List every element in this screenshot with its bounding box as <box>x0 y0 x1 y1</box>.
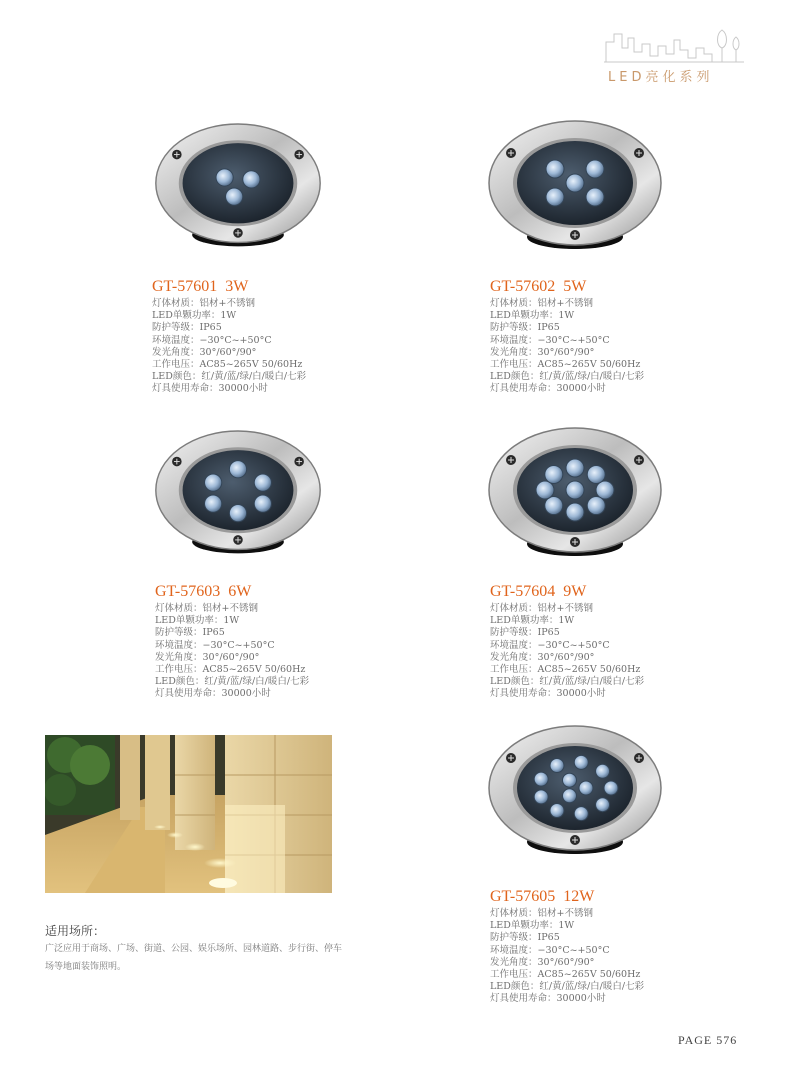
spec-value: 30°/60°/90° <box>537 956 595 968</box>
screw-icon <box>570 230 580 240</box>
spec-value: 红/黄/蓝/绿/白/暖白/七彩 <box>201 371 307 383</box>
spec-row <box>152 310 306 322</box>
model-wattage: 3W <box>225 278 249 295</box>
spec-value: AC85~265V 50/60Hz <box>537 664 641 676</box>
spec-label: 发光角度： <box>152 346 200 358</box>
inground-light-image <box>485 113 665 267</box>
spec-value: AC85~265V 50/60Hz <box>537 359 641 371</box>
spec-value: −30°C~+50°C <box>537 334 610 346</box>
spec-row <box>155 627 309 639</box>
spec-list <box>490 908 644 1006</box>
led-bead <box>566 174 584 192</box>
led-bead <box>536 481 554 499</box>
led-bead <box>254 495 271 512</box>
model-wattage: 6W <box>228 583 252 600</box>
screw-icon <box>506 455 516 465</box>
screw-icon <box>634 455 644 465</box>
led-bead <box>534 772 548 786</box>
spec-value: 铝材+不锈钢 <box>202 603 258 614</box>
page-number-value: 576 <box>716 1033 738 1047</box>
spec-label: 防护等级： <box>152 322 200 334</box>
spec-row <box>155 676 309 688</box>
screw-icon <box>506 753 516 763</box>
spec-label: 工作电压： <box>155 664 203 676</box>
spec-row <box>152 298 306 310</box>
spec-value: 30000小时 <box>556 383 606 395</box>
led-bead <box>534 790 548 804</box>
inground-light-image <box>485 420 665 574</box>
spec-row <box>490 676 644 688</box>
spec-label: LED颜色： <box>152 371 202 383</box>
spec-value: 30°/60°/90° <box>537 651 595 663</box>
spec-value: 红/黄/蓝/绿/白/暖白/七彩 <box>539 371 645 383</box>
spec-row <box>490 322 644 334</box>
inground-light-image <box>152 113 324 267</box>
spec-label: LED单颗功率： <box>490 310 559 322</box>
spec-label: 工作电压： <box>490 664 538 676</box>
spec-row <box>155 652 309 664</box>
spec-value: 30°/60°/90° <box>199 346 257 358</box>
spec-row <box>490 664 644 676</box>
spec-value: 30000小时 <box>221 688 271 700</box>
led-bead <box>216 169 233 186</box>
spec-value: IP65 <box>537 627 560 639</box>
spec-value: 1W <box>558 310 575 322</box>
led-bead <box>254 474 271 491</box>
screw-icon <box>634 148 644 158</box>
spec-label: 灯具使用寿命： <box>152 383 219 395</box>
spec-value: 铝材+不锈钢 <box>537 908 593 919</box>
spec-list <box>490 603 644 701</box>
spec-row <box>152 371 306 383</box>
spec-label: 灯体材质： <box>155 603 203 614</box>
page-number <box>678 1033 737 1048</box>
spec-row <box>490 335 644 347</box>
led-bead <box>596 481 614 499</box>
spec-label: 发光角度： <box>155 651 203 663</box>
spec-label: LED单颗功率： <box>490 615 559 627</box>
spec-label: 灯具使用寿命： <box>490 688 557 700</box>
led-bead <box>566 459 584 477</box>
led-bead <box>574 755 588 769</box>
spec-label: 环境温度： <box>152 334 200 346</box>
model-wattage: 12W <box>563 888 595 905</box>
product-model <box>490 278 586 296</box>
led-bead <box>546 188 564 206</box>
spec-row <box>490 640 644 652</box>
spec-label: 灯体材质： <box>152 298 200 309</box>
spec-label: 防护等级： <box>490 932 538 944</box>
spec-row <box>490 688 644 700</box>
spec-value: −30°C~+50°C <box>199 334 272 346</box>
spec-label: 防护等级： <box>490 322 538 334</box>
screw-icon <box>294 457 304 467</box>
spec-row <box>490 615 644 627</box>
led-bead <box>566 481 584 499</box>
screw-icon <box>233 228 243 238</box>
spec-row <box>152 347 306 359</box>
spec-value: AC85~265V 50/60Hz <box>202 664 306 676</box>
spec-list <box>490 298 644 396</box>
led-bead <box>566 503 584 521</box>
spec-label: 灯具使用寿命： <box>490 383 557 395</box>
model-number: GT-57603 <box>155 583 221 600</box>
product-model <box>155 583 251 601</box>
led-bead <box>243 171 260 188</box>
spec-label: 发光角度： <box>490 651 538 663</box>
led-bead <box>226 188 243 205</box>
spec-row <box>490 932 644 944</box>
spec-row <box>490 298 644 310</box>
spec-row <box>490 383 644 395</box>
spec-row <box>490 969 644 981</box>
led-bead <box>205 474 222 491</box>
spec-value: IP65 <box>202 627 225 639</box>
spec-label: 防护等级： <box>155 627 203 639</box>
spec-label: LED颜色： <box>490 676 540 688</box>
spec-row <box>152 322 306 334</box>
spec-row <box>490 993 644 1005</box>
spec-label: 工作电压： <box>490 969 538 981</box>
spec-value: IP65 <box>199 322 222 334</box>
led-bead <box>563 773 577 787</box>
spec-value: 30000小时 <box>556 993 606 1005</box>
spec-label: LED颜色： <box>490 981 540 993</box>
spec-label: LED单颗功率： <box>490 920 559 932</box>
spec-row <box>490 371 644 383</box>
inground-light-image <box>152 420 324 574</box>
spec-row <box>490 957 644 969</box>
led-bead <box>604 781 618 795</box>
screw-icon <box>634 753 644 763</box>
spec-row <box>152 383 306 395</box>
spec-value: 红/黄/蓝/绿/白/暖白/七彩 <box>539 676 645 688</box>
spec-value: 30°/60°/90° <box>202 651 260 663</box>
spec-label: 环境温度： <box>155 639 203 651</box>
model-wattage: 5W <box>563 278 587 295</box>
spec-value: 1W <box>223 615 240 627</box>
led-bead <box>579 781 593 795</box>
spec-label: 灯体材质： <box>490 603 538 614</box>
spec-label: LED单颗功率： <box>155 615 224 627</box>
spec-value: 1W <box>558 615 575 627</box>
led-bead <box>550 804 564 818</box>
led-bead <box>563 789 577 803</box>
spec-row <box>490 908 644 920</box>
spec-label: 发光角度： <box>490 956 538 968</box>
product-model <box>490 888 594 906</box>
screw-icon <box>294 150 304 160</box>
led-bead <box>586 188 604 206</box>
application-photo <box>45 735 332 893</box>
spec-label: 灯具使用寿命： <box>490 993 557 1005</box>
spec-label: 环境温度： <box>490 944 538 956</box>
brand-header <box>604 28 754 88</box>
led-bead <box>229 461 246 478</box>
spec-label: 工作电压： <box>152 359 200 371</box>
spec-value: 1W <box>220 310 237 322</box>
led-bead <box>205 495 222 512</box>
screw-icon <box>570 537 580 547</box>
model-wattage: 9W <box>563 583 587 600</box>
screw-icon <box>233 535 243 545</box>
model-number: GT-57601 <box>152 278 218 295</box>
product-model <box>152 278 248 296</box>
led-bead <box>587 465 605 483</box>
spec-row <box>152 335 306 347</box>
spec-label: LED单颗功率： <box>152 310 221 322</box>
product-model <box>490 583 586 601</box>
spec-label: LED颜色： <box>155 676 205 688</box>
spec-label: 发光角度： <box>490 346 538 358</box>
spec-value: 铝材+不锈钢 <box>537 603 593 614</box>
spec-row <box>155 640 309 652</box>
led-bead <box>550 758 564 772</box>
model-number: GT-57604 <box>490 583 556 600</box>
spec-value: 红/黄/蓝/绿/白/暖白/七彩 <box>204 676 310 688</box>
series-title: LED亮化系列 <box>608 70 714 85</box>
spec-row <box>155 664 309 676</box>
spec-row <box>152 359 306 371</box>
spec-label: LED颜色： <box>490 371 540 383</box>
spec-row <box>155 615 309 627</box>
spec-label: 灯体材质： <box>490 298 538 309</box>
screw-icon <box>172 457 182 467</box>
city-skyline-icon <box>604 28 754 64</box>
led-bead <box>587 497 605 515</box>
spec-label: 防护等级： <box>490 627 538 639</box>
led-bead <box>596 798 610 812</box>
spec-row <box>490 603 644 615</box>
spec-row <box>490 945 644 957</box>
spec-row <box>490 981 644 993</box>
screw-icon <box>570 835 580 845</box>
spec-label: 灯具使用寿命： <box>155 688 222 700</box>
spec-value: −30°C~+50°C <box>537 639 610 651</box>
model-number: GT-57605 <box>490 888 556 905</box>
screw-icon <box>506 148 516 158</box>
led-bead <box>545 497 563 515</box>
spec-value: 红/黄/蓝/绿/白/暖白/七彩 <box>539 981 645 993</box>
spec-label: 灯体材质： <box>490 908 538 919</box>
spec-row <box>155 603 309 615</box>
inground-light-image <box>485 718 665 872</box>
spec-value: AC85~265V 50/60Hz <box>199 359 303 371</box>
screw-icon <box>172 150 182 160</box>
spec-value: IP65 <box>537 322 560 334</box>
spec-value: 30000小时 <box>218 383 268 395</box>
usage-description: 广泛应用于商场、广场、街道、公园、娱乐场所、园林道路、步行街、停车场等地面装饰照明。 <box>45 944 343 972</box>
spec-row <box>490 347 644 359</box>
usage-title: 适用场所： <box>45 924 106 938</box>
page-label: PAGE <box>678 1033 713 1047</box>
spec-value: 铝材+不锈钢 <box>537 298 593 309</box>
spec-row <box>155 688 309 700</box>
spec-value: AC85~265V 50/60Hz <box>537 969 641 981</box>
led-bead <box>596 764 610 778</box>
led-bead <box>574 807 588 821</box>
spec-label: 环境温度： <box>490 639 538 651</box>
spec-value: 铝材+不锈钢 <box>199 298 255 309</box>
led-bead <box>546 160 564 178</box>
spec-value: 1W <box>558 920 575 932</box>
led-bead <box>545 465 563 483</box>
spec-value: −30°C~+50°C <box>202 639 275 651</box>
spec-list <box>152 298 306 396</box>
led-bead <box>586 160 604 178</box>
spec-value: 30°/60°/90° <box>537 346 595 358</box>
model-number: GT-57602 <box>490 278 556 295</box>
spec-value: −30°C~+50°C <box>537 944 610 956</box>
led-bead <box>229 505 246 522</box>
spec-row <box>490 310 644 322</box>
spec-list <box>155 603 309 701</box>
spec-value: IP65 <box>537 932 560 944</box>
spec-row <box>490 627 644 639</box>
spec-value: 30000小时 <box>556 688 606 700</box>
spec-label: 工作电压： <box>490 359 538 371</box>
spec-row <box>490 920 644 932</box>
spec-row <box>490 359 644 371</box>
spec-row <box>490 652 644 664</box>
spec-label: 环境温度： <box>490 334 538 346</box>
